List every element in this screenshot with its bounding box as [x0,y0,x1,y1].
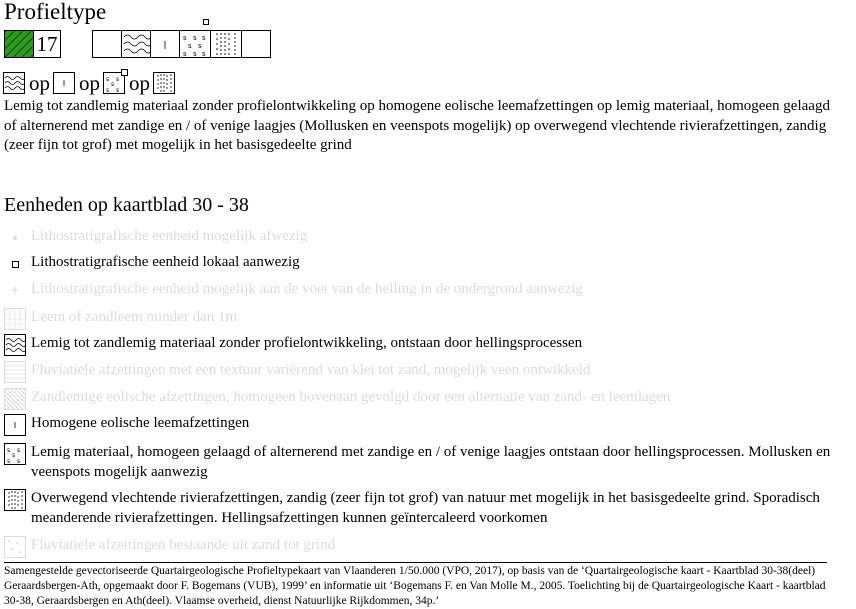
svg-text:s: s [116,76,120,83]
svg-text:s: s [116,87,120,93]
unit-label: Lithostratigrafische eenheid mogelijk afwezig [31,228,308,244]
unit-label: Lemig materiaal, homogeen gelaagd of alternerend met zandige en / of venige laagjes ontstaan door hellingsprocessen. Mollusken en veenspots mogelijk aanwezig [31,444,831,480]
unit-item [4,536,831,558]
op-word: op [29,70,50,95]
unit-label: Leem of zandleem minder dan 1m [31,309,238,325]
svg-text:s: s [193,50,197,57]
strip-empty-cell [92,30,122,58]
svg-text:s: s [17,458,21,464]
units-heading: Eenheden op kaartblad 30 - 38 [4,194,249,216]
hatch-pattern-icon [5,31,33,57]
svg-text:s: s [193,34,197,42]
svg-text:s: s [106,87,110,93]
single-bar-icon [53,72,75,94]
unit-item [4,388,831,410]
dotted-s-icon [179,30,211,58]
svg-text:s: s [202,50,206,57]
unit-label: Homogene eolische leemafzettingen [31,415,250,431]
unit-item [4,308,831,330]
dotted-columns-icon [210,30,242,58]
profile-color-swatch [4,30,34,58]
svg-text:s: s [17,447,21,454]
svg-text:s: s [183,50,187,57]
page-title: Profieltype [4,0,107,24]
grid-pattern-icon [4,308,26,330]
svg-text:s: s [106,76,110,83]
svg-text:s: s [111,81,115,88]
footer-divider [4,562,827,563]
small-square-icon [4,253,26,275]
plus-icon: + [9,283,21,298]
sparse-dots-icon [4,536,26,558]
svg-text:s: s [7,458,11,464]
small-dot-icon [4,227,26,249]
unit-label: Fluviatiele afzettingen bestaande uit zand tot grind [31,537,336,553]
single-bar-icon [150,30,180,58]
svg-text:s: s [7,447,11,454]
svg-text:s: s [12,452,16,459]
unit-label: Overwegend vlechtende rivierafzettingen, zandig (zeer fijn tot grof) van natuur met mogelijk in het basisgedeelte grind. Sporadisch meanderende rivierafzettingen. Hellingsafzettingen kunnen geïntercaleerd voorkomen [31,490,820,526]
unit-item [4,414,831,436]
unit-item [4,443,831,482]
dotted-columns-icon [4,489,26,511]
unit-item [4,361,831,383]
dotted-columns-icon [153,72,175,94]
unit-label: Zandlemige eolische afzettingen, homogeen bovenaan gevolgd door een alternatie van zand- en leemlagen [31,389,671,405]
profile-code: 17 [33,30,61,58]
source-footer: Samengestelde gevectoriseerde Quartairgeologische Profieltypekaart van Vlaanderen 1/50.000 (VPO, 2017), op basis van de ‘Quartairgeologische kaart - Kaartblad 30-38(deel) Geraardsbergen-Ath, opgemaakt door F. Bogemans (VUB), 1999’ en informatie uit ‘Bogemans F. en Van Molle M., 2005. Toelichting bij de Quartairgeologische Kaart - kaartblad 30-38, Geraardsbergen en Ath(deel). Vlaamse overheid, dienst Natuurlijke Rijkdommen, 34p.’ [4,565,826,607]
unit-label: Lemig tot zandlemig materiaal zonder profielontwikkeling, ontstaan door hellingsprocessen [31,335,583,351]
op-word: op [129,70,150,95]
op-word: op [79,70,100,95]
svg-text:s: s [183,34,187,42]
single-bar-icon [4,414,26,436]
wavy-lines-icon [4,334,26,356]
wavy-lines-icon [121,30,151,58]
dotted-s-icon [4,443,26,465]
svg-text:s: s [188,42,192,50]
dotted-s-icon [103,72,125,94]
strip-empty-cell [241,30,271,58]
unit-item [4,253,831,275]
unit-item [4,489,831,528]
profile-description: Lemig tot zandlemig materiaal zonder profielontwikkeling op homogene eolische leemafzettingen op lemig materiaal, homogeen gelaagd of alternerend met zandige en / of venige laagjes (Mollusken en veenspots mogelijk) op overwegend vlechtende rivierafzettingen, zandig (zeer fijn tot grof) met mogelijk in het basisgedeelte grind [4,98,830,153]
profile-sequence [3,71,175,95]
unit-label: Fluviatiele afzettingen met een textuur variërend van klei tot zand, mogelijk veen ontwikkeld [31,362,591,378]
svg-text:s: s [198,42,202,50]
unit-item [4,280,831,302]
dense-dots-icon [4,388,26,410]
small-square-icon [203,19,209,25]
unit-item [4,334,831,356]
horizontal-lines-icon [4,361,26,383]
small-square-icon [121,69,128,76]
unit-item [4,227,831,249]
unit-label: Lithostratigrafische eenheid lokaal aanwezig [31,254,300,270]
svg-text:s: s [202,34,206,42]
wavy-lines-icon [3,72,25,94]
unit-label: Lithostratigrafische eenheid mogelijk aan de voet van de helling in de ondergrond aanwezig [31,281,584,297]
